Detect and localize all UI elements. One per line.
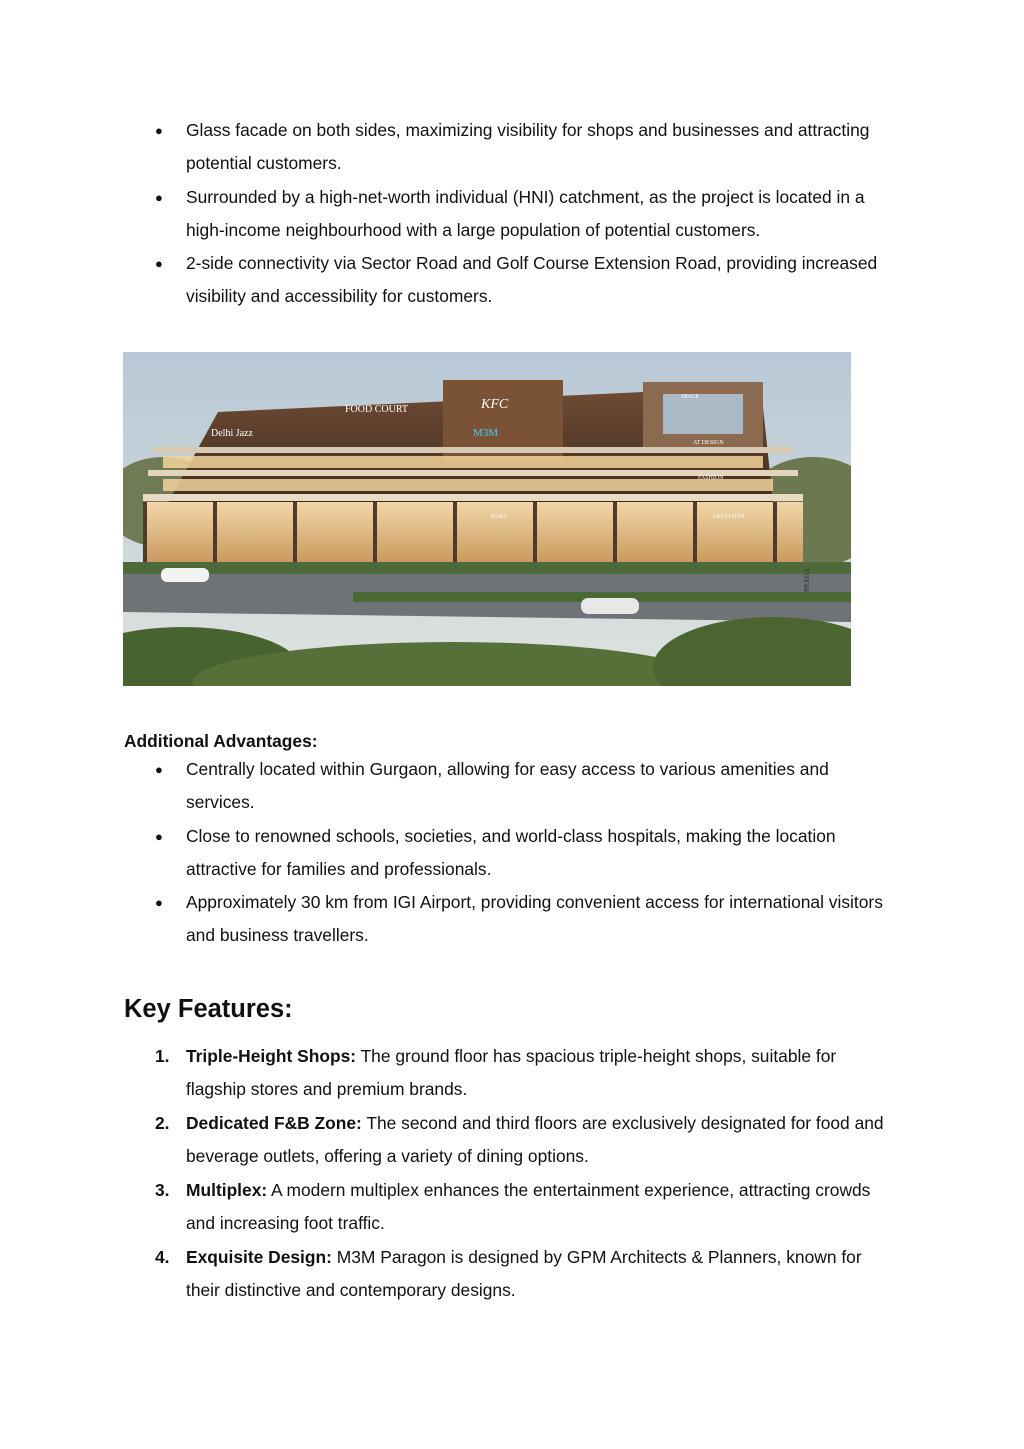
- sign-prada: PRADA: [803, 568, 811, 592]
- list-item: 3. Multiplex: A modern multiplex enhances the entertainment experience, attracting crowds and increasing foot traffic.: [155, 1180, 871, 1233]
- top-bullet-list: [155, 114, 900, 314]
- bullet-icon: ●: [155, 123, 163, 138]
- bullet-icon: ●: [155, 828, 163, 844]
- bullet-icon: ●: [155, 895, 163, 910]
- sign-space: SPACE: [681, 394, 700, 400]
- additional-advantages-list: [155, 753, 900, 953]
- list-item: ● Surrounded by a high-net-worth individual (HNI) catchment, as the project is located in a high-income neighbourhood with a large population of potential customers.: [155, 181, 900, 247]
- key-features-list: [155, 1040, 900, 1308]
- additional-advantages-heading: Additional Advantages:: [124, 731, 318, 751]
- bullet-icon: ●: [155, 256, 163, 271]
- building-render-image: [123, 352, 851, 686]
- list-item: ● Close to renowned schools, societies, and world-class hospitals, making the location attractive for families and professionals.: [155, 820, 900, 886]
- list-item: ● Glass facade on both sides, maximizing visibility for shops and businesses and attracting potential customers.: [155, 114, 900, 180]
- list-item: ● Centrally located within Gurgaon, allowing for easy access to various amenities and services.: [155, 753, 900, 819]
- sign-delhi-jazz: Delhi Jazz: [211, 428, 253, 439]
- sign-food-court: FOOD COURT: [345, 404, 409, 415]
- list-item: ● Approximately 30 km from IGI Airport, providing convenient access for international visitors and business travellers.: [155, 886, 900, 952]
- bullet-icon: ●: [155, 762, 163, 777]
- key-features-heading: Key Features:: [124, 995, 293, 1023]
- sign-m3m: M3M: [473, 427, 499, 439]
- sign-kfc: KFC: [481, 397, 509, 412]
- list-item: 2. Dedicated F&B Zone: The second and third floors are exclusively designated for food and beverage outlets, offering a variety of dining options.: [155, 1113, 884, 1166]
- sign-fashion: FASHION: [698, 475, 724, 481]
- list-item: 1. Triple-Height Shops: The ground floor has spacious triple-height shops, suitable for flagship stores and premium brands.: [155, 1046, 837, 1099]
- list-item: ● 2-side connectivity via Sector Road and Golf Course Extension Road, providing increased visibility and accessibility for customers.: [155, 247, 900, 313]
- sign-lio-cloth: LIO CLOTH: [713, 514, 745, 520]
- sign-at-design: AT DESIGN: [693, 440, 724, 446]
- bullet-icon: ●: [155, 189, 163, 205]
- sign-zara: ZARA: [491, 514, 508, 520]
- list-item: 4. Exquisite Design: M3M Paragon is designed by GPM Architects & Planners, known for their distinctive and contemporary designs.: [155, 1247, 862, 1300]
